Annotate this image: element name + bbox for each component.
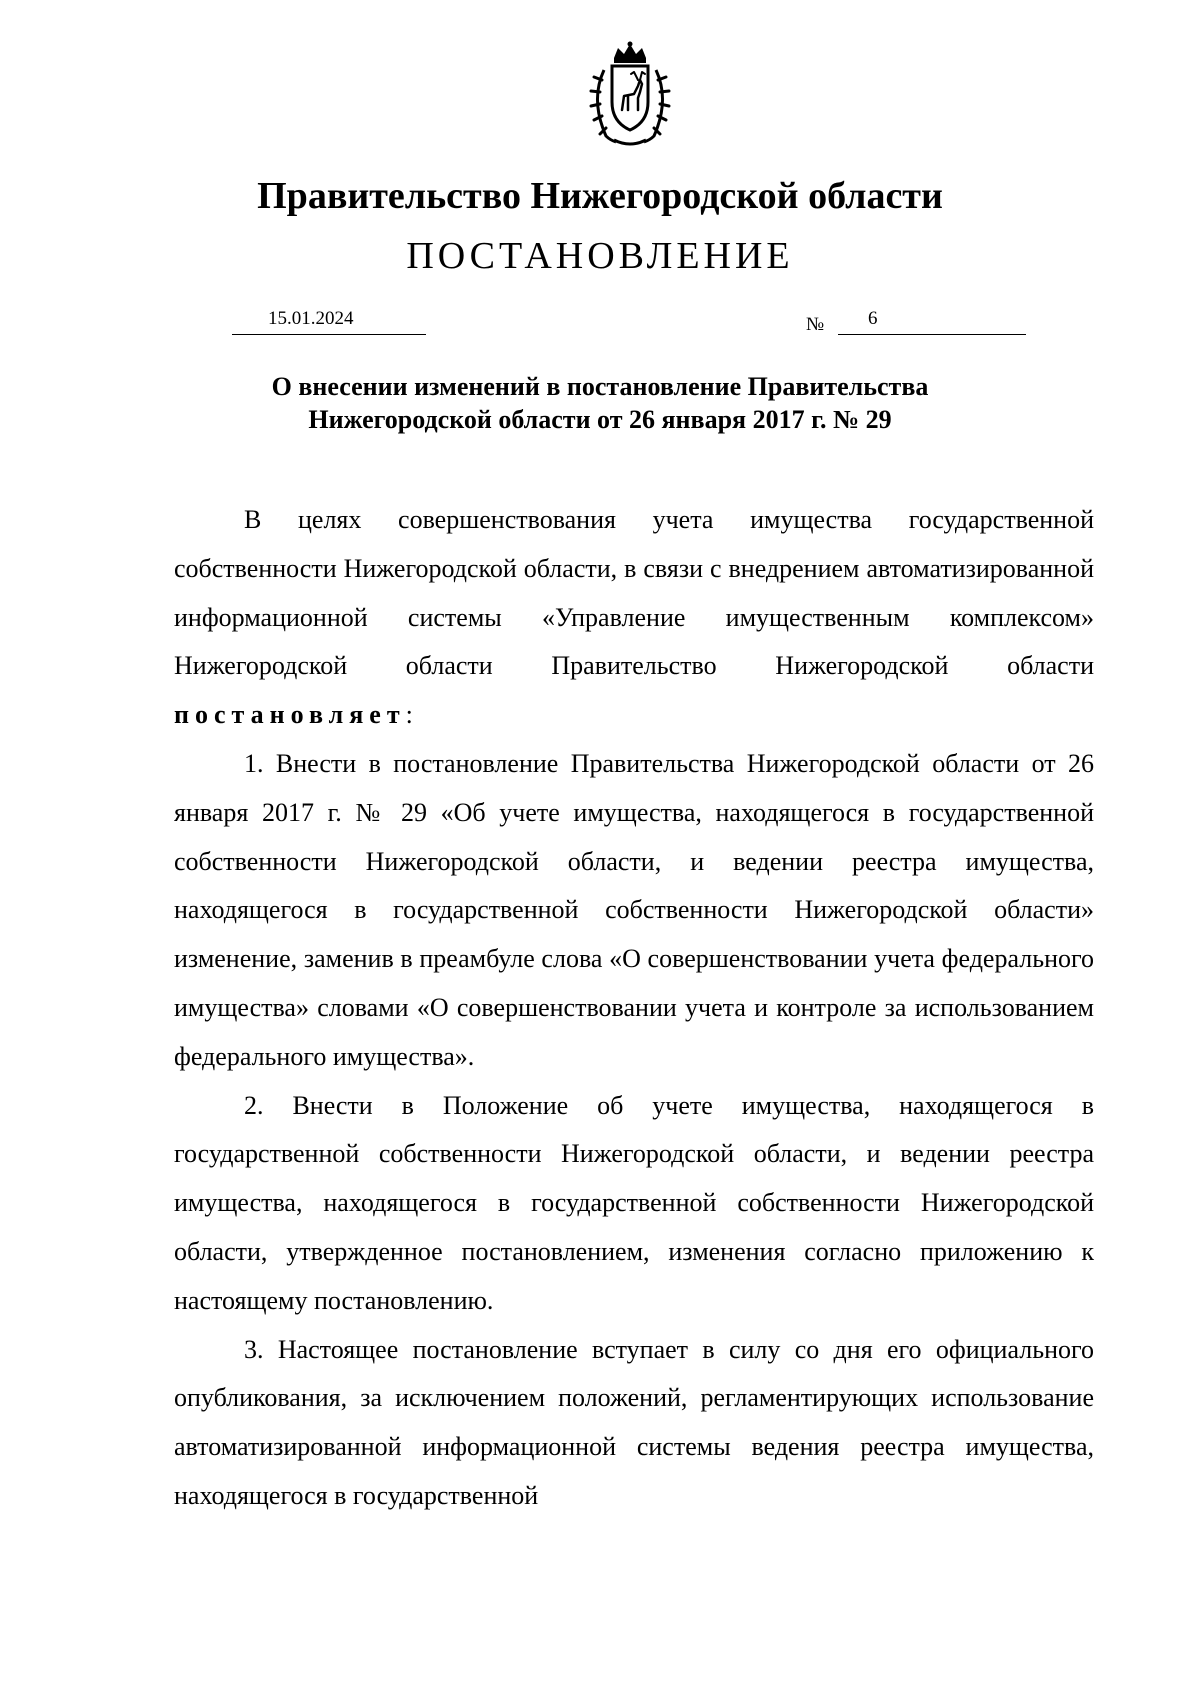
- item-2-paragraph: 2. Внести в Положение об учете имущества, находящегося в государственной собственности Нижегородской области, и ведении реестра имущества, находящегося в государственной собственности Нижегородской области, утвержденное постановлением, изменения согласно приложению к настоящему постановлению.: [174, 1090, 1094, 1315]
- document-subject: [200, 370, 1000, 436]
- preamble-text: В целях совершенствования учета имущества государственной собственности Нижегородской области, в связи с внедрением автоматизированной информационной системы «Управление имущественным комплексом» Нижегородской области Правительство Нижегородской области: [174, 505, 1094, 681]
- subject-line-1: О внесении изменений в постановление Правительства: [271, 372, 929, 401]
- coat-of-arms-emblem: [576, 40, 684, 148]
- document-number: 6: [838, 308, 1026, 335]
- resolves-word: постановляет: [174, 700, 406, 730]
- subject-line-2: Нижегородской области от 26 января 2017 г. № 29: [308, 405, 892, 434]
- item-1-paragraph: 1. Внести в постановление Правительства Нижегородской области от 26 января 2017 г. № 29 «Об учете имущества, находящегося в государственной собственности Нижегородской области, и ведении реестра имущества, находящегося в государственной собственности Нижегородской области» изменение, заменив в преамбуле слова «О совершенствовании учета федерального имущества» словами «О совершенствовании учета и контроле за использованием федерального имущества».: [174, 748, 1094, 1071]
- coat-of-arms-icon: [576, 40, 684, 148]
- preamble-end: :: [405, 700, 413, 730]
- document-type: ПОСТАНОВЛЕНИЕ: [406, 235, 794, 277]
- item-3-paragraph: 3. Настоящее постановление вступает в силу со дня его официального опубликования, за исключением положений, регламентирующих использование автоматизированной информационной системы ведения реестра имущества, находящегося в государственной: [174, 1334, 1094, 1510]
- document-body: [174, 496, 1094, 1521]
- preamble-paragraph: [174, 496, 1094, 740]
- organization-title: Правительство Нижегородской области: [257, 175, 943, 217]
- number-label: №: [806, 314, 825, 335]
- document-date: 15.01.2024: [232, 308, 426, 335]
